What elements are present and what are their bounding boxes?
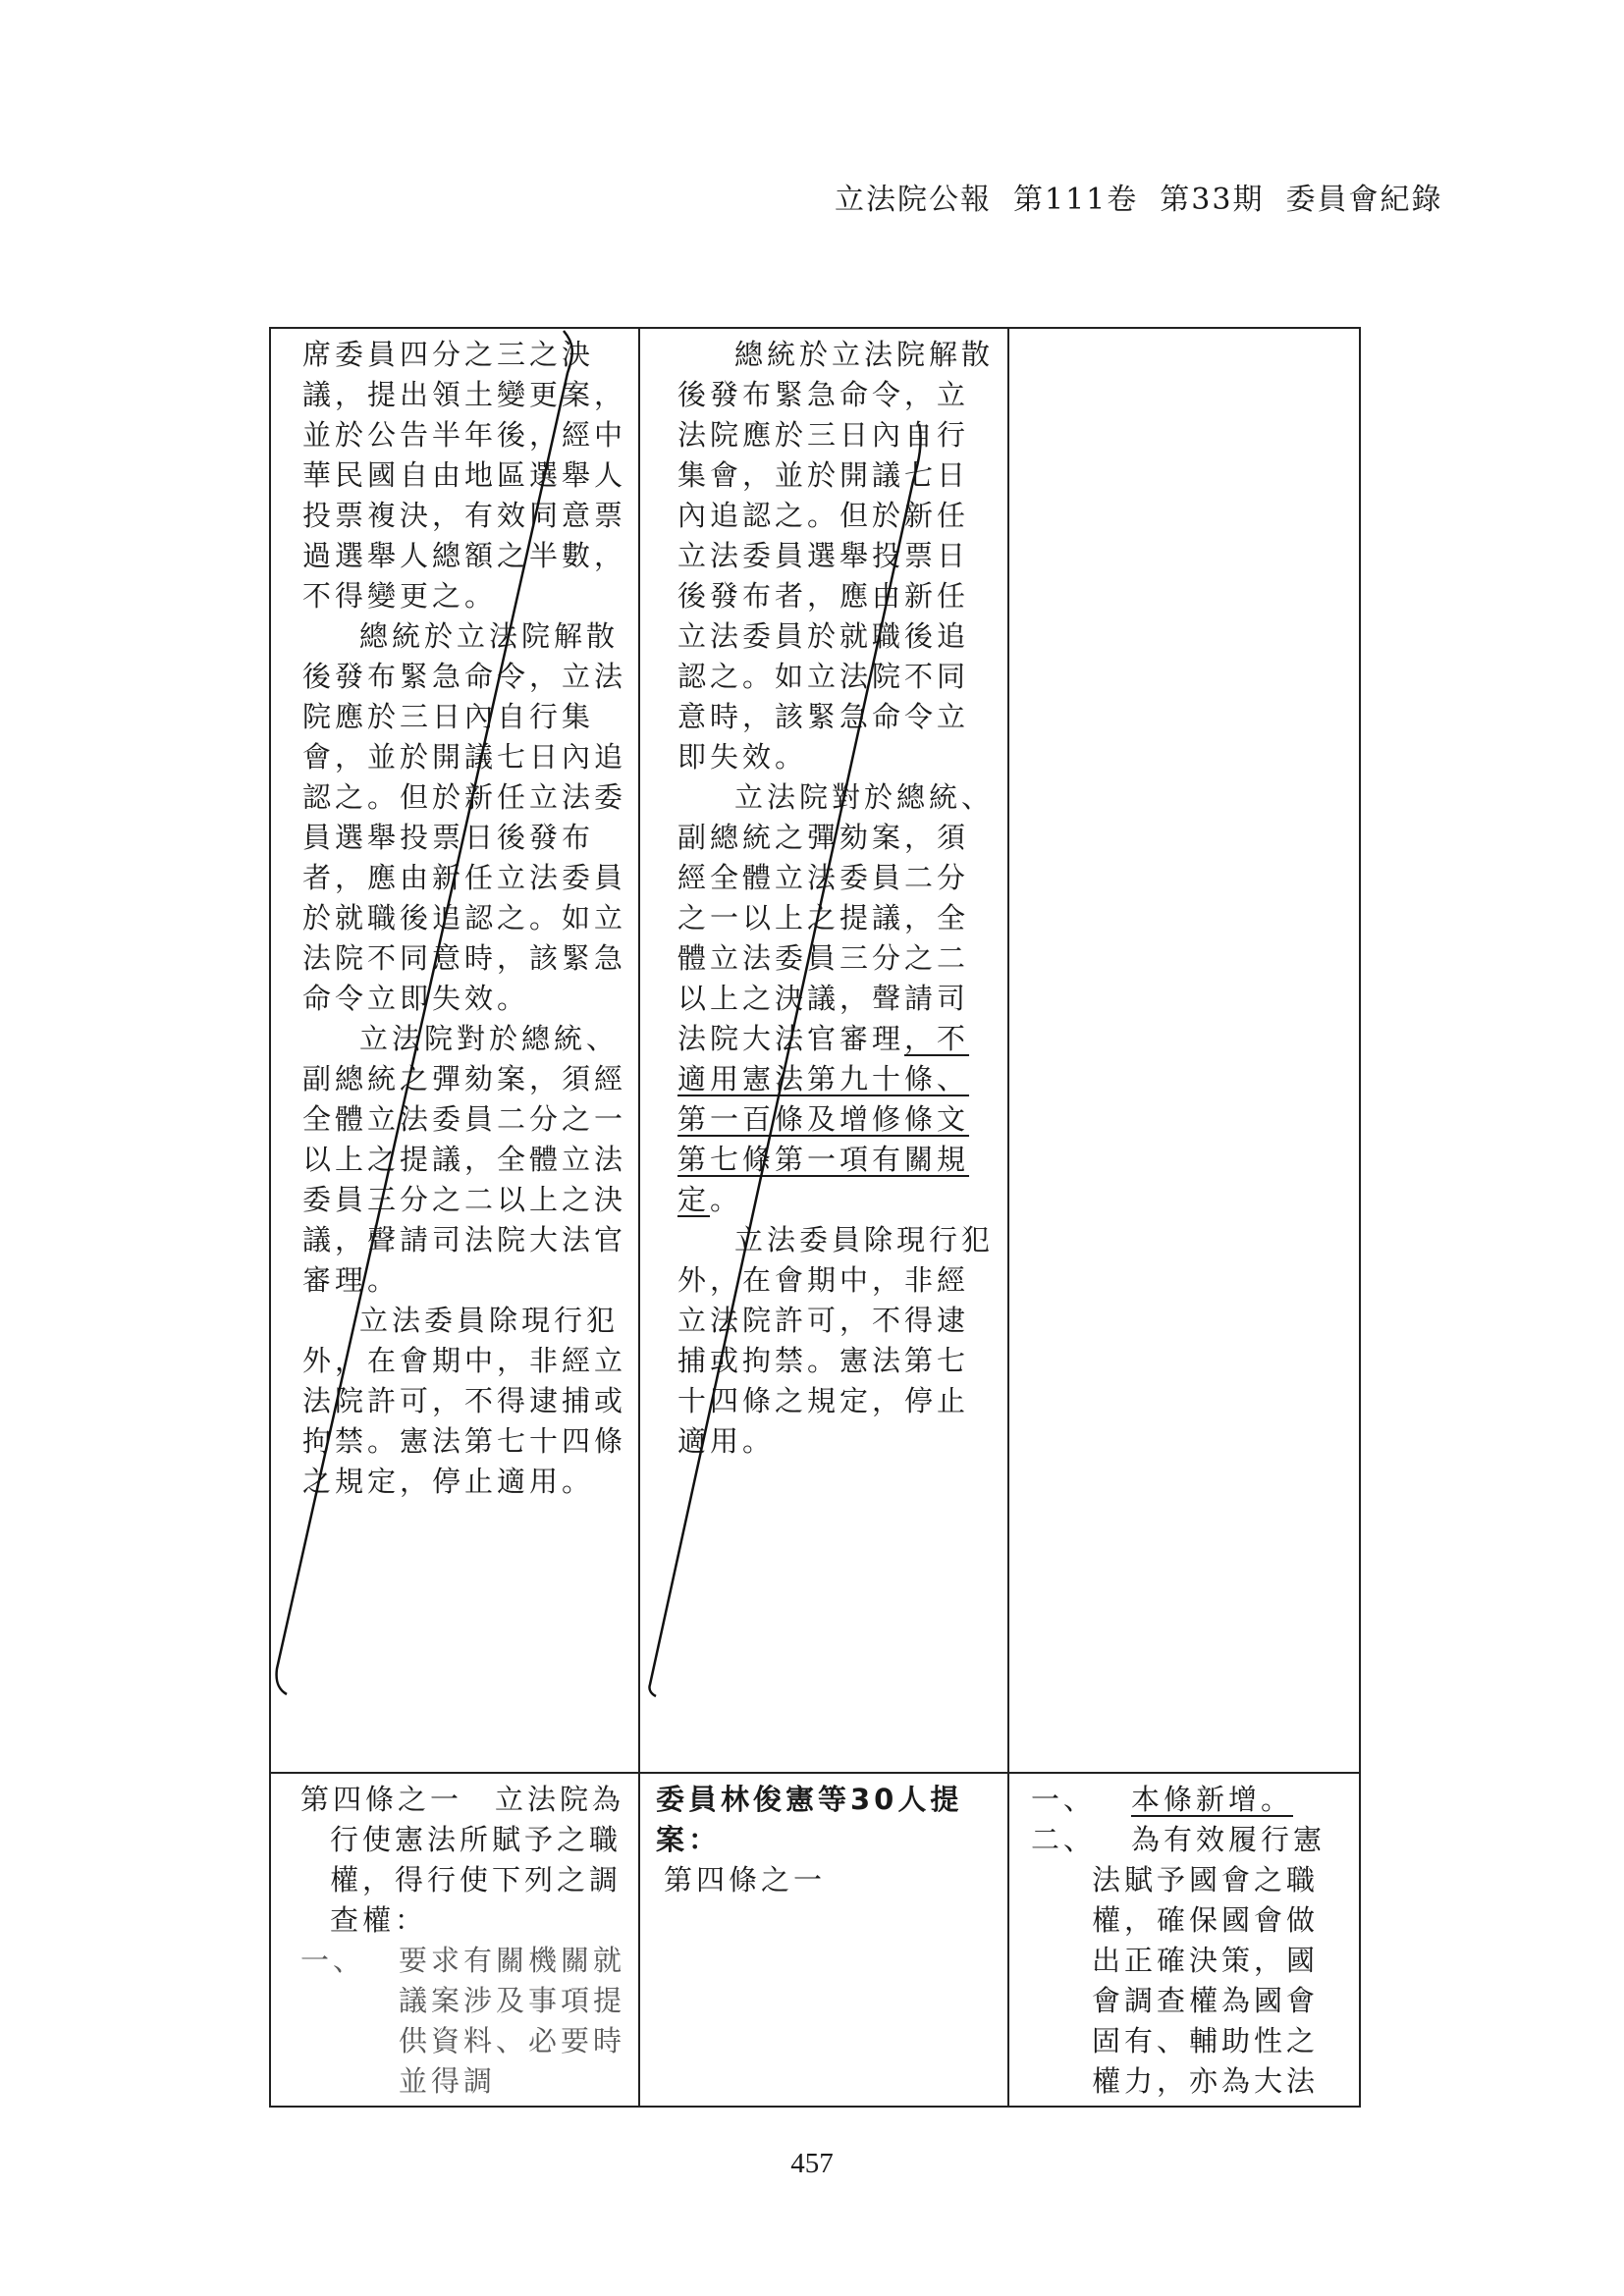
proposal-article: 第四條之一 bbox=[664, 1863, 827, 1896]
article-text-cell bbox=[270, 1773, 639, 2107]
amendment-end-mark: 。 bbox=[710, 1183, 743, 1216]
item-text bbox=[1092, 1780, 1349, 1820]
page-header bbox=[835, 175, 1522, 218]
original-paragraph: 席委員四分之三之決議，提出領土變更案，並於公告半年後，經中華民國自由地區選舉人投票複決，有效同意票過選舉人總額之半數，不得變更之。 bbox=[302, 338, 627, 613]
explanation-cell bbox=[1008, 1773, 1360, 2107]
amendment-paragraph bbox=[677, 777, 998, 1220]
item-text: 要求有關機關就議案涉及事項提供資料、必要時並得調 bbox=[399, 1944, 626, 2098]
article-heading: 第四條之一 立法院為行使憲法所賦予之職權，得行使下列之調查權： bbox=[300, 1783, 625, 1937]
section-label: 委員會紀錄 bbox=[1285, 183, 1443, 217]
note-underlined: 本條新增。 bbox=[1131, 1783, 1294, 1816]
explanation-cell bbox=[1008, 328, 1360, 1773]
original-text-cell bbox=[270, 328, 639, 1773]
original-paragraph: 立法院對於總統、副總統之彈劾案，須經全體立法委員二分之一以上之提議，全體立法委員三分之二以上之決議，聲請司法院大法官審理。 bbox=[302, 1022, 627, 1297]
table-row bbox=[270, 328, 1360, 1773]
comparison-table bbox=[269, 327, 1361, 2108]
issue-label: 第33期 bbox=[1160, 183, 1265, 217]
item-text: 為有效履行憲法賦予國會之職權，確保國會做出正確決策，國會調查權為國會固有、輔助性之權力，亦為大法 bbox=[1092, 1823, 1326, 2098]
page-number: 457 bbox=[790, 2148, 834, 2179]
amendment-paragraph: 總統於立法院解散後發布緊急命令，立法院應於三日內自行集會，並於開議七日內追認之。但於新任立法委員選舉投票日後發布者，應由新任立法委員於就職後追認之。如立法院不同意時，該緊急命令立即失效。 bbox=[677, 338, 995, 774]
publication-title: 立法院公報 bbox=[835, 183, 992, 217]
item-number: 一、 bbox=[300, 1944, 366, 1977]
original-paragraph: 總統於立法院解散後發布緊急命令，立法院應於三日內自行集會，並於開議七日內追認之。但於新任立法委員選舉投票日後發布者，應由新任立法委員於就職後追認之。如立法院不同意時，該緊急命令立即失效。 bbox=[302, 619, 627, 1015]
table-row bbox=[270, 1773, 1360, 2107]
amendment-text-cell bbox=[639, 328, 1008, 1773]
amendment-underlined-text: ，不適用憲法第九十條、第一百條及增修條文第七條第一項有關規定 bbox=[677, 1022, 970, 1216]
amendment-plain-text: 立法院對於總統、副總統之彈劾案，須經全體立法委員二分之一以上之提議，全體立法委員三分之二以上之決議，聲請司法院大法官審理 bbox=[677, 780, 995, 1055]
item-number: 一、 bbox=[1031, 1783, 1097, 1816]
volume-label: 第111卷 bbox=[1013, 183, 1139, 217]
item-number: 二、 bbox=[1031, 1823, 1097, 1856]
proposal-cell bbox=[639, 1773, 1008, 2107]
list-item bbox=[1033, 1820, 1349, 2102]
original-paragraph: 立法委員除現行犯外，在會期中，非經立法院許可，不得逮捕或拘禁。憲法第七十四條之規定，停止適用。 bbox=[302, 1304, 627, 1498]
proposer-heading: 委員林俊憲等30人提案： bbox=[656, 1783, 963, 1856]
list-item bbox=[1033, 1780, 1349, 1820]
list-item bbox=[300, 1941, 628, 2102]
amendment-paragraph: 立法委員除現行犯外，在會期中，非經立法院許可，不得逮捕或拘禁。憲法第七十四條之規定，停止適用。 bbox=[677, 1223, 995, 1458]
